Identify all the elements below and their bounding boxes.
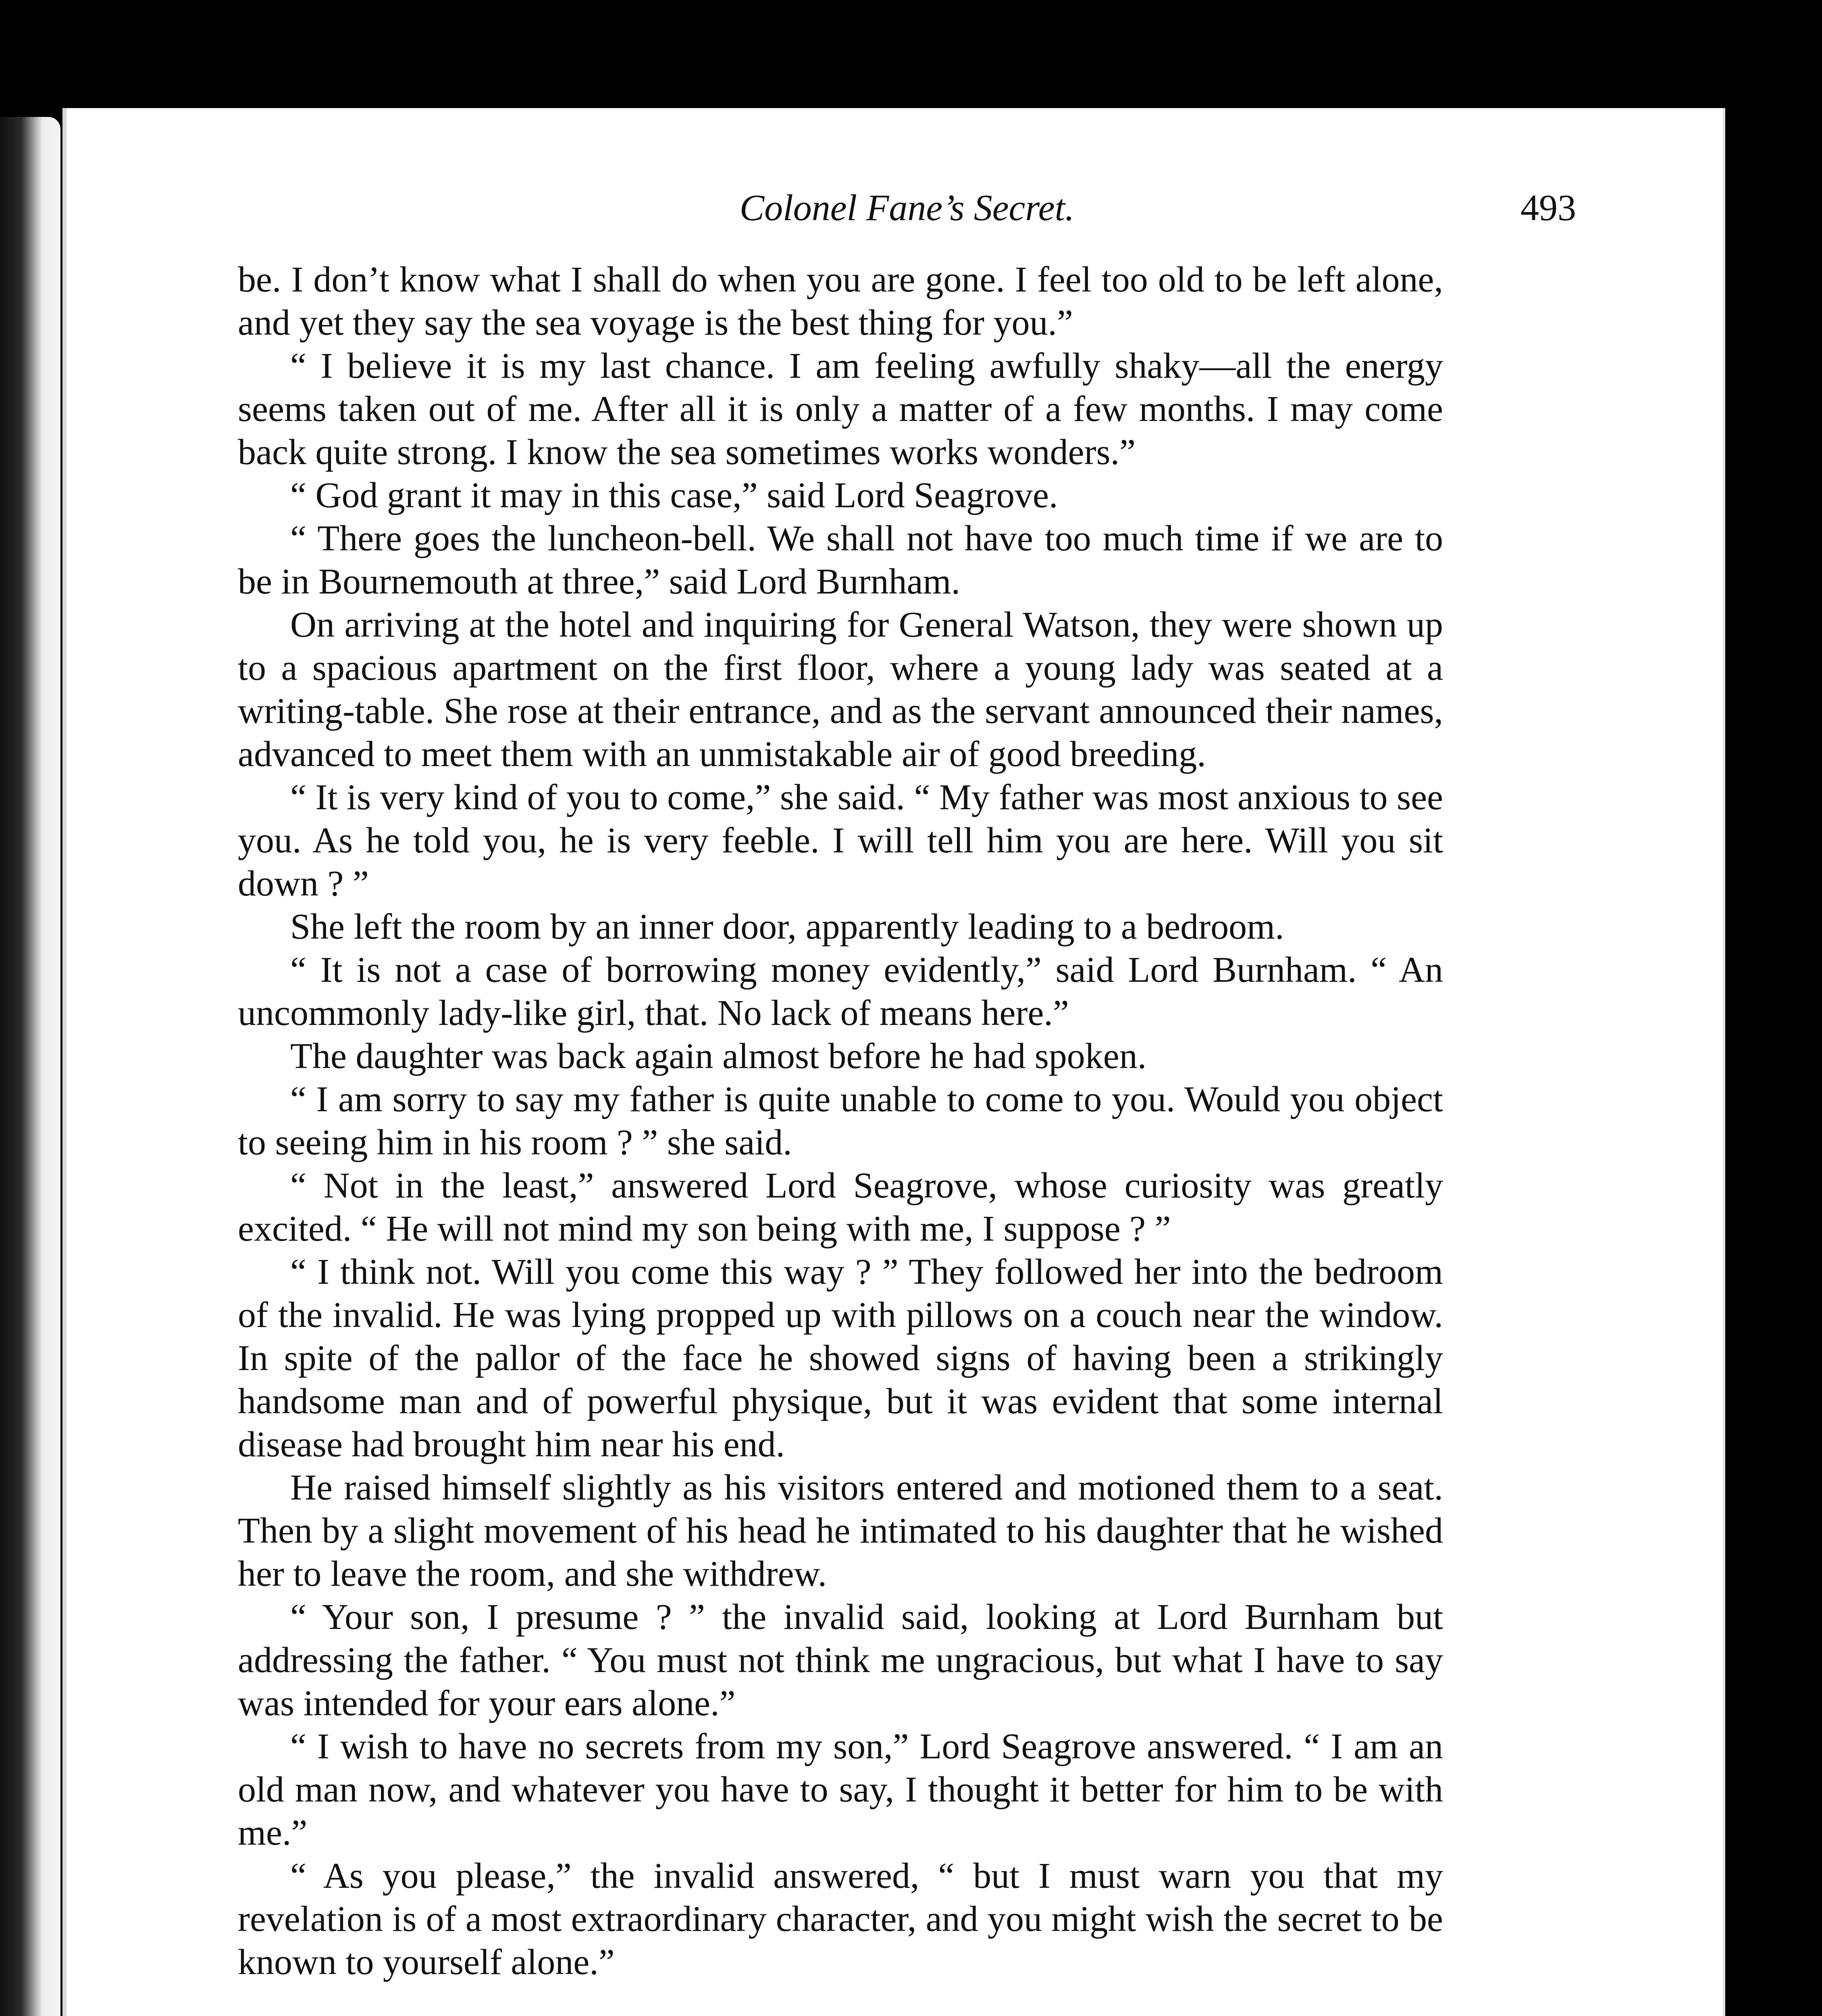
paragraph: “ There goes the luncheon-bell. We shall not have too much time if we are to be in Bournemouth at three,” said Lord Burnham. xyxy=(238,519,1443,602)
paragraph: “ As you please,” the invalid answered, “ but I must warn you that my revelation is of a most extraordinary character, and you might wish the secret to be known to yourself alone.” xyxy=(238,1856,1443,1982)
paragraph: On arriving at the hotel and inquiring for General Watson, they were shown up to a spacious apartment on the first floor, where a young lady was seated at a writing-table. She rose at their entrance, and as the servant announced their names, advanced to meet them with an unmistakable air of good breeding. xyxy=(238,605,1443,774)
paragraph: “ God grant it may in this case,” said Lord Seagrove. xyxy=(290,475,1058,515)
paragraph: The daughter was back again almost before he had spoken. xyxy=(290,1036,1147,1076)
paragraph: “ I wish to have no secrets from my son,” Lord Seagrove answered. “ I am an old man now, and whatever you have to say, I thought it better for him to be with me.” xyxy=(238,1727,1443,1853)
body-text xyxy=(238,258,1443,1984)
running-head-title: Colonel Fane’s Secret. xyxy=(739,187,1075,228)
facing-page-edge xyxy=(0,117,60,2016)
paragraph: be. I don’t know what I shall do when you are gone. I feel too old to be left alone, and yet they say the sea voyage is the best thing for you.” xyxy=(238,260,1443,343)
paragraph: He raised himself slightly as his visitors entered and motioned them to a seat. Then by a slight movement of his head he intimated to his daughter that he wished her to leave the room, and she withdrew. xyxy=(238,1468,1443,1594)
paragraph: “ I think not. Will you come this way ? ” They followed her into the bedroom of the invalid. He was lying propped up with pillows on a couch near the window. In spite of the pallor of the face he showed signs of having been a strikingly handsome man and of powerful physique, but it was evident that some internal disease had brought him near his end. xyxy=(238,1252,1443,1464)
paragraph: “ It is not a case of borrowing money evidently,” said Lord Burnham. “ An uncommonly lady-like girl, that. No lack of means here.” xyxy=(238,950,1443,1033)
page-number: 493 xyxy=(1520,187,1576,228)
paragraph: “ I am sorry to say my father is quite unable to come to you. Would you object to seeing him in his room ? ” she said. xyxy=(238,1079,1443,1162)
running-head xyxy=(238,177,1576,238)
paragraph: “ It is very kind of you to come,” she said. “ My father was most anxious to see you. As he told you, he is very feeble. I will tell him you are here. Will you sit down ? ” xyxy=(238,777,1443,904)
paragraph: “ Not in the least,” answered Lord Seagrove, whose curiosity was greatly excited. “ He will not mind my son being with me, I suppose ? ” xyxy=(238,1166,1443,1249)
paragraph: She left the room by an inner door, apparently leading to a bedroom. xyxy=(290,907,1284,947)
paragraph: “ I believe it is my last chance. I am feeling awfully shaky—all the energy seems taken out of me. After all it is only a matter of a few months. I may come back quite strong. I know the sea sometimes works wonders.” xyxy=(238,346,1443,472)
paragraph: “ Your son, I presume ? ” the invalid said, looking at Lord Burnham but addressing the father. “ You must not think me ungracious, but what I have to say was intended for your ears alone.” xyxy=(238,1597,1443,1723)
